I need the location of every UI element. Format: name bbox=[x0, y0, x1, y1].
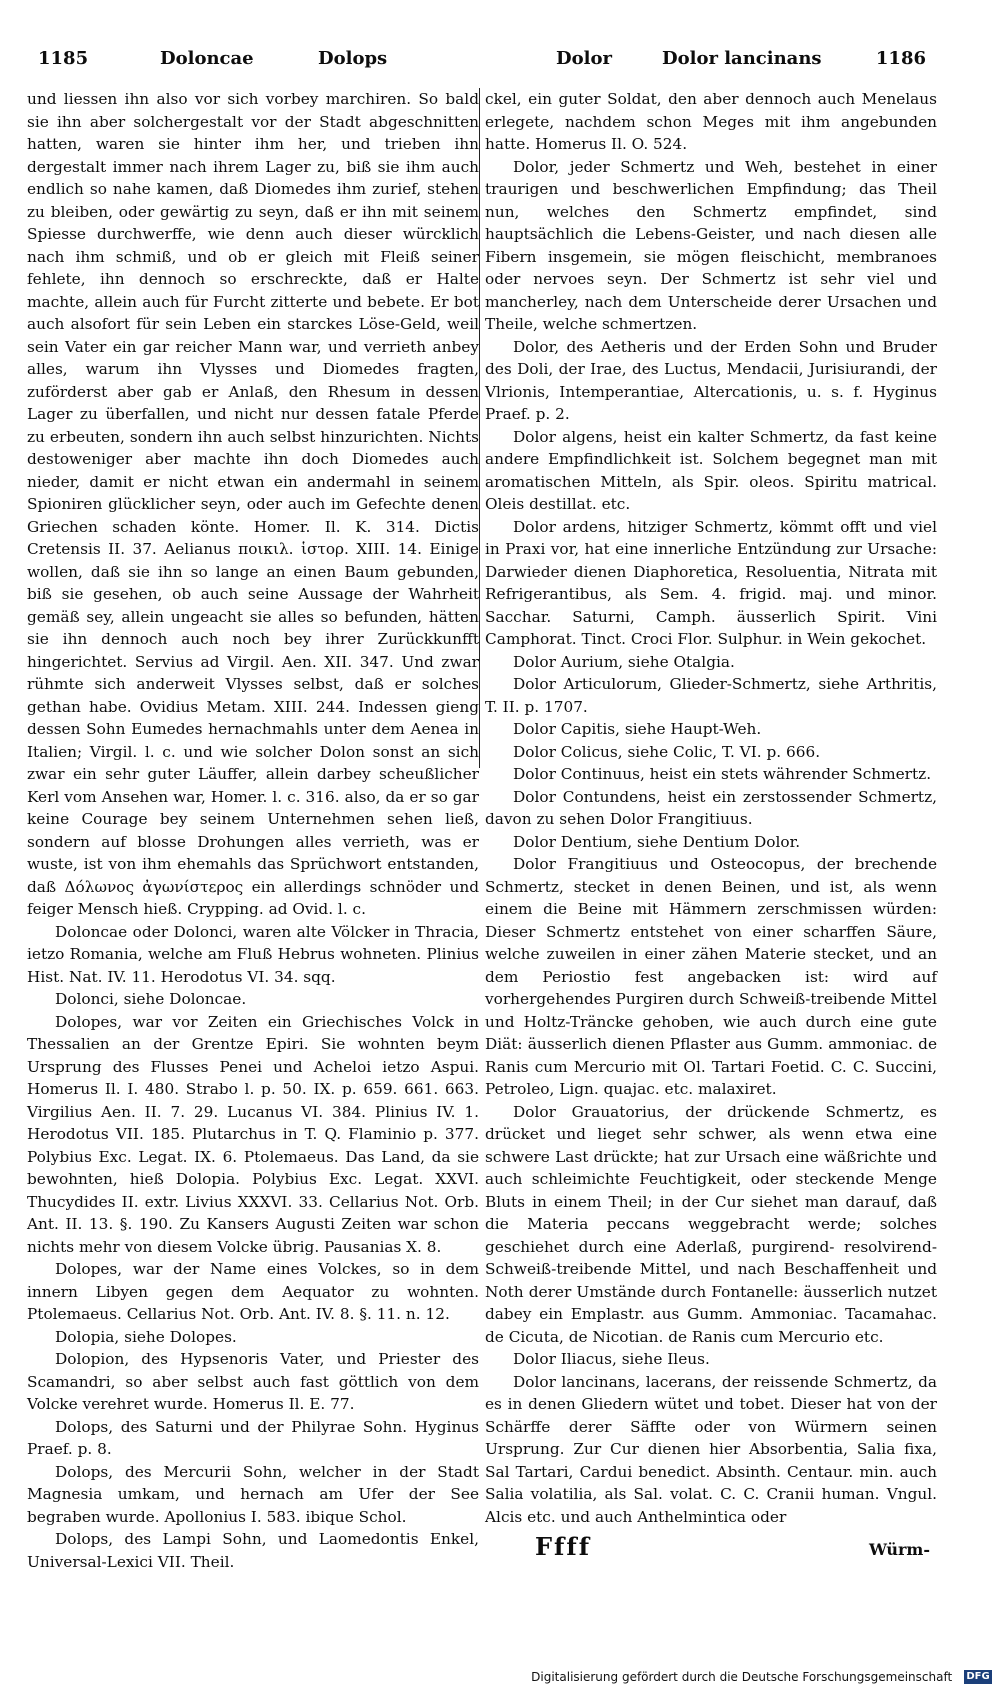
entry-dolor-continuus: Dolor Continuus, heist ein stets währender Schmertz. bbox=[513, 765, 932, 783]
entry-dolor: Dolor, jeder Schmertz und Weh, bestehet in einer traurigen und beschwerlichen Empfindung; das Theil nun, welches den Schmertz empfindet, sind hauptsächlich die Lebens-Geister, und nach diesen alle Fibern insgemein, sie mögen fleischicht, membranoes oder nervoes seyn. Der Schmertz ist sehr viel und mancherley, nach dem Unterscheide derer Ursachen und Theile, welche schmertzen. bbox=[485, 157, 937, 333]
entry-dolops-lampi: Dolops, des Lampi Sohn, und Laomedontis Enkel, Universal-Lexici VII. Theil. bbox=[27, 1530, 479, 1571]
left-text-column bbox=[27, 88, 479, 1573]
entry-dolor-ardens: Dolor ardens, hitziger Schmertz, kömmt offt und viel in Praxi vor, hat eine innerliche Entzündung zur Ursache: Darwieder dienen Diaphoretica, Resoluentia, Nitrata mit Refrigerantibus, als Sem. 4. frigid. maj. und minor. Sacchar. Saturni, Camph. äusserlich Spirit. Vini Camphorat. Tinct. Croci Flor. Sulphur. in Wein gekochet. bbox=[485, 517, 937, 648]
entry-dolopes-thessaly: Dolopes, war vor Zeiten ein Griechisches Volck in Thessalien an der Grentze Epiri. Sie wohnten beym Ursprung des Flusses Penei und Acheloi ietzo Aspui. Homerus Il. I. 480. Strabo l. p. 50. IX. p. 659. 661. 663. Virgilius Aen. II. 7. 29. Lucanus VI. 384. Plinius IV. 1. Herodotus VII. 185. Plutarchus in T. Q. Flaminio p. 377. Polybius Exc. Legat. IX. 6. Ptolemaeus. Das Land, da sie bewohnten, hieß Dolopia. Polybius Exc. Legat. XXVI. Thucydides II. extr. Livius XXXVI. 33. Cellarius Not. Orb. Ant. II. 13. §. 190. Zu Kansers Augusti Zeiten war schon nichts mehr von diesem Volcke übrig. Pausanias X. 8. bbox=[27, 1012, 479, 1256]
catchword: Würm- bbox=[869, 1540, 930, 1559]
running-head-keyword-4: Dolor lancinans bbox=[662, 48, 822, 69]
entry-dolor-algens: Dolor algens, heist ein kalter Schmertz, da fast keine andere Empfindlichkeit ist. Solchem begegnet man mit aromatischen Mitteln, als Spir. oleos. Spiritu matrical. Oleis destillat. etc. bbox=[485, 427, 937, 513]
entry-doloncae: Doloncae oder Dolonci, waren alte Völcker in Thracia, ietzo Romania, welche am Fluß Hebrus wohneten. Plinius Hist. Nat. IV. 11. Herodotus VI. 34. sqq. bbox=[27, 922, 479, 986]
entry-dolor-aetheris: Dolor, des Aetheris und der Erden Sohn und Bruder des Doli, der Irae, des Luctus, Mendacii, Jurisiurandi, der Vlrionis, Intemperantiae, Altercationis, u. s. f. Hyginus Praef. p. 2. bbox=[485, 337, 937, 423]
paragraph-dolon-continued: und liessen ihn also vor sich vorbey marchiren. So bald sie ihn aber solchergestalt vor der Stadt abgeschnitten hatten, waren sie hinter ihm her, und trieben ihn dergestalt immer nach ihrem Lager zu, biß sie ihm auch endlich so nahe kamen, daß Diomedes ihm zurief, stehen zu bleiben, oder gewärtig zu seyn, daß er ihn mit seinem Spiesse durchwerffe, wie denn auch dieser würcklich nach ihm schmiß, und ob er gleich mit Fleiß seiner fehlete, ihn dennoch so erschreckte, daß er Halte machte, allein auch für Furcht zitterte und bebete. Er bot auch alsofort für sein Leben ein starckes Löse-Geld, weil sein Vater ein gar reicher Mann war, und verrieth anbey alles, warum ihn Vlysses und Diomedes fragten, zuförderst aber gab er Anlaß, den Rhesum in dessen Lager zu überfallen, und nicht nur dessen fatale Pferde zu erbeuten, sondern ihn auch selbst hinzurichten. Nichts destoweniger aber machte ihn doch Diomedes auch nieder, damit er nicht etwan ein andermahl in seinem Spioniren glücklicher seyn, oder auch im Gefechte denen Griechen schaden könte. Homer. Il. K. 314. Dictis Cretensis II. 37. Aelianus ποικιλ. ἱστορ. XIII. 14. Einige wollen, daß sie ihn so lange an einen Baum gebunden, biß sie gesehen, ob auch seine Aussage der Wahrheit gemäß sey, allein ungeacht sie alles so befunden, hätten sie ihn dennoch auch noch bey ihrer Zurückkunfft hingerichtet. Servius ad Virgil. Aen. XII. 347. Und zwar rühmte sich anderweit Vlysses selbst, daß er solches gethan habe. Ovidius Metam. XIII. 244. Indessen gieng dessen Sohn Eumedes hernachmahls unter dem Aenea in Italien; Virgil. l. c. und wie solcher Dolon sonst an sich zwar ein sehr guter Läuffer, allein darbey scheußlicher Kerl vom Ansehen war, Homer. l. c. 316. also, da er so gar keine Courage bey seinem Unternehmen sehen ließ, sondern auf blosse Drohungen alles verrieth, was er wuste, ist von ihm ehemahls das Sprüchwort entstanden, daß Δόλωνος ἀγωνίστερος ein allerdings schnöder und feiger Mensch hieß. Crypping. ad Ovid. l. c. bbox=[27, 90, 479, 918]
entry-dolor-frangitiuus: Dolor Frangitiuus und Osteocopus, der brechende Schmertz, stecket in denen Beinen, und ist, als wenn einem die Beine mit Hämmern zerschmissen würden: Dieser Schmertz entstehet von einer scharffen Säure, welche zuweilen in einer zähen Materie stecket, und an dem Periostio fest angebacken ist: wird auf vorhergehendes Purgiren durch Schweiß-treibende Mittel und Holtz-Träncke gehoben, wie auch durch eine gute Diät: äusserlich dienen Pflaster aus Gumm. ammoniac. de Ranis cum Mercurio mit Ol. Tartari Foetid. C. C. Succini, Petroleo, Lign. quajac. etc. malaxiret. bbox=[485, 855, 937, 1098]
column-divider bbox=[479, 88, 480, 768]
entry-dolor-grauatorius: Dolor Grauatorius, der drückende Schmertz, es drücket und lieget sehr schwer, als wenn etwa eine schwere Last drückte; hat zur Ursach eine wäßrichte und auch schleimichte Feuchtigkeit, oder steckende Menge Bluts in einem Theil; in der Cur siehet man darauf, daß die Materia peccans weggebracht werde; solches geschiehet durch eine Aderlaß, purgirend- resolvirend- Schweiß-treibende Mittel, und nach Beschaffenheit und Noth derer Umstände durch Fontanelle: äusserlich nutzet dabey ein Emplastr. aus Gumm. Ammoniac. Tacamahac. de Cicuta, de Nicotian. de Ranis cum Mercurio etc. bbox=[485, 1102, 937, 1346]
running-head-keyword-3: Dolor bbox=[556, 48, 612, 69]
running-head-keyword-1: Doloncae bbox=[160, 48, 254, 69]
page-number-left: 1185 bbox=[38, 48, 89, 69]
entry-dolor-lancinans: Dolor lancinans, lacerans, der reissende Schmertz, da es in denen Gliedern wütet und tobet. Dieser hat von der Schärffe derer Säffte oder von Würmern seinen Ursprung. Zur Cur dienen hier Absorbentia, Salia fixa, Sal Tartari, Cardui benedict. Absinth. Centaur. min. auch Salia volatilia, als Sal. volat. C. C. Cranii human. Vngul. Alcis etc. und auch Anthelmintica oder bbox=[485, 1372, 937, 1526]
entry-dolor-aurium: Dolor Aurium, siehe Otalgia. bbox=[513, 652, 735, 671]
running-head-keyword-2: Dolops bbox=[318, 48, 388, 69]
entry-dolor-iliacus: Dolor Iliacus, siehe Ileus. bbox=[513, 1350, 710, 1368]
entry-dolor-capitis: Dolor Capitis, siehe Haupt-Weh. bbox=[513, 720, 762, 738]
digitization-footer bbox=[531, 1670, 990, 1684]
entry-dolonci: Dolonci, siehe Doloncae. bbox=[55, 990, 247, 1008]
entry-dolops-mercurii: Dolops, des Mercurii Sohn, welcher in der Stadt Magnesia umkam, und hernach am Ufer der See begraben wurde. Apollonius I. 583. ibique Schol. bbox=[27, 1462, 479, 1526]
entry-dolopia: Dolopia, siehe Dolopes. bbox=[55, 1327, 237, 1346]
entry-dolor-articulorum: Dolor Articulorum, Glieder-Schmertz, siehe Arthritis, T. II. p. 1707. bbox=[485, 675, 937, 716]
page-number-right: 1186 bbox=[875, 48, 926, 69]
entry-dolopion: Dolopion, des Hypsenoris Vater, und Priester des Scamandri, so aber selbst auch fast göttlich von dem Volcke verehret wurde. Homerus Il. E. 77. bbox=[27, 1350, 479, 1413]
footer-text: Digitalisierung gefördert durch die Deutsche Forschungsgemeinschaft bbox=[531, 1670, 953, 1684]
page-header bbox=[30, 48, 930, 80]
entry-dolopes-libya: Dolopes, war der Name eines Volckes, so in dem innern Libyen gegen dem Aequator zu wohnten. Ptolemaeus. Cellarius Not. Orb. Ant. IV. 8. §. 11. n. 12. bbox=[27, 1260, 479, 1323]
entry-dolor-colicus: Dolor Colicus, siehe Colic, T. VI. p. 666. bbox=[513, 742, 821, 761]
entry-dolops-saturni: Dolops, des Saturni und der Philyrae Sohn. Hyginus Praef. p. 8. bbox=[27, 1417, 479, 1458]
dfg-logo: DFG bbox=[964, 1670, 992, 1684]
signature-mark: Ffff bbox=[535, 1532, 592, 1561]
right-text-column bbox=[485, 88, 937, 1528]
entry-dolor-dentium: Dolor Dentium, siehe Dentium Dolor. bbox=[513, 832, 801, 851]
paragraph-dolops-continued: ckel, ein guter Soldat, den aber dennoch auch Menelaus erlegete, nachdem schon Meges mit ihm angebunden hatte. Homerus Il. O. 524. bbox=[485, 90, 937, 153]
entry-dolor-contundens: Dolor Contundens, heist ein zerstossender Schmertz, davon zu sehen Dolor Frangitiuus. bbox=[485, 787, 937, 828]
